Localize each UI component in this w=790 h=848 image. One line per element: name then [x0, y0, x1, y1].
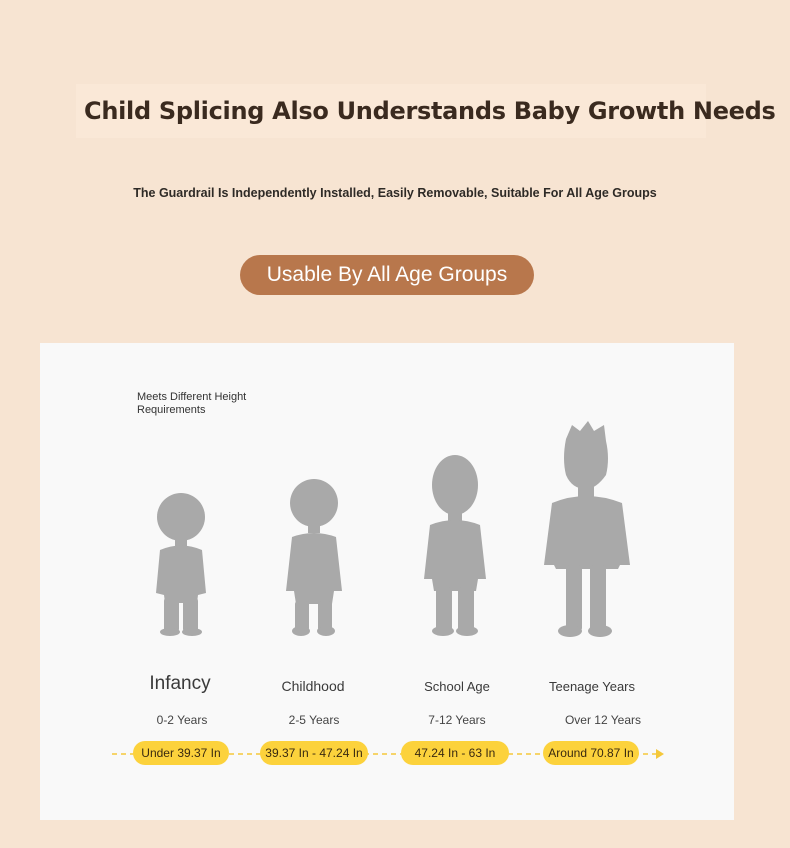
- height-tag-childhood: 39.37 In - 47.24 In: [260, 741, 368, 765]
- page-subtitle: The Guardrail Is Independently Installed, Easily Removable, Suitable For All Age Groups: [133, 186, 657, 200]
- growth-stages-card: [40, 343, 734, 820]
- stage-name-school-age: School Age: [424, 679, 490, 694]
- page-title: Child Splicing Also Understands Baby Growth Needs: [84, 97, 776, 125]
- page-title-banner: [76, 84, 776, 138]
- height-tag-school-age: 47.24 In - 63 In: [401, 741, 509, 765]
- stage-name-childhood: Childhood: [281, 678, 345, 694]
- age-range-infancy: 0-2 Years: [156, 713, 208, 727]
- height-requirements-label: Meets Different Height Requirements: [137, 391, 247, 416]
- age-range-teenage-years: Over 12 Years: [564, 713, 642, 727]
- teenager-silhouette-icon: [544, 419, 630, 637]
- child-silhouette-icon: [282, 479, 346, 637]
- age-range-school-age: 7-12 Years: [428, 713, 486, 727]
- stage-name-teenage-years: Teenage Years: [548, 679, 636, 694]
- stage-name-infancy: Infancy: [149, 673, 211, 694]
- infant-silhouette-icon: [148, 493, 214, 637]
- height-tag-teenage-years: Around 70.87 In: [543, 741, 639, 765]
- schoolchild-silhouette-icon: [422, 455, 488, 637]
- height-tag-infancy: Under 39.37 In: [133, 741, 229, 765]
- all-age-groups-badge: Usable By All Age Groups: [240, 255, 534, 295]
- age-range-childhood: 2-5 Years: [288, 713, 340, 727]
